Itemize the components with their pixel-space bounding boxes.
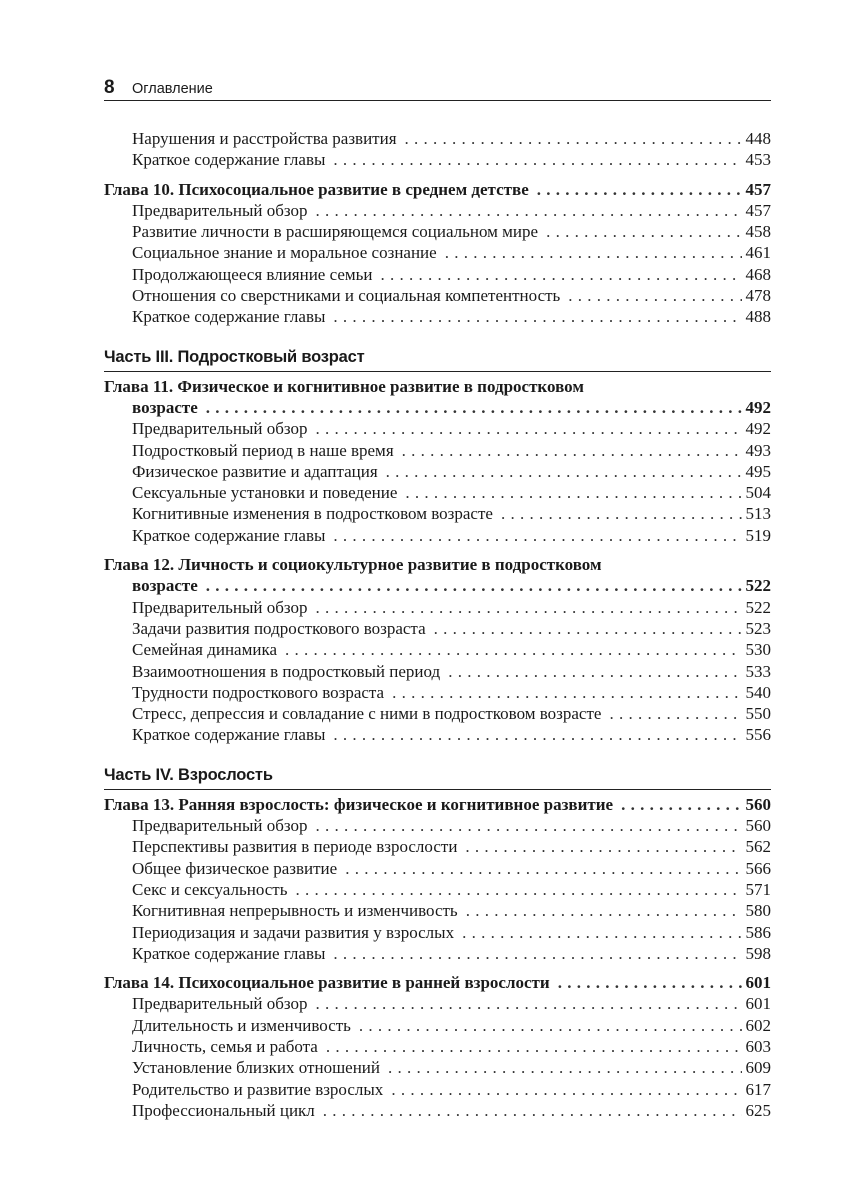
toc-entry[interactable]: Краткое содержание главы . . . 556 [104, 724, 771, 745]
toc-entry[interactable]: Нарушения и расстройства развития . . . 448 [104, 128, 771, 149]
part-title[interactable]: Часть IV. Взрослость [104, 764, 771, 790]
toc-entry[interactable]: Установление близких отношений . . . 609 [104, 1057, 771, 1078]
toc-entry[interactable]: Профессиональный цикл . . . 625 [104, 1100, 771, 1121]
toc-entry[interactable]: Когнитивные изменения в подростковом возрасте . . . 513 [104, 503, 771, 524]
toc-entry[interactable]: Предварительный обзор . . . 492 [104, 418, 771, 439]
running-title: Оглавление [132, 81, 213, 97]
chapter-entry[interactable]: Глава 13. Ранняя взрослость: физическое и когнитивное развитие . . . 560 [104, 794, 771, 815]
chapter-entry[interactable]: Глава 10. Психосоциальное развитие в среднем детстве . . . 457 [104, 179, 771, 200]
chapter-title-line[interactable]: Глава 12. Личность и социокультурное развитие в подростковом [104, 555, 602, 575]
toc-entry[interactable]: Сексуальные установки и поведение . . . 504 [104, 482, 771, 503]
toc-entry[interactable]: Физическое развитие и адаптация . . . 495 [104, 461, 771, 482]
toc-entry[interactable]: Подростковый период в наше время . . . 493 [104, 440, 771, 461]
toc-entry[interactable]: Когнитивная непрерывность и изменчивость . . . 580 [104, 900, 771, 921]
toc-entry[interactable]: Продолжающееся влияние семьи . . . 468 [104, 264, 771, 285]
toc-entry[interactable]: Предварительный обзор . . . 601 [104, 993, 771, 1014]
toc-entry[interactable]: Краткое содержание главы . . . 519 [104, 525, 771, 546]
part-title[interactable]: Часть III. Подростковый возраст [104, 346, 771, 372]
toc-entry[interactable]: Краткое содержание главы . . . 453 [104, 149, 771, 170]
toc-entry[interactable]: Предварительный обзор . . . 522 [104, 597, 771, 618]
toc-entry[interactable]: Трудности подросткового возраста . . . 540 [104, 682, 771, 703]
chapter-entry[interactable]: возрасте . . . 522 [104, 575, 771, 596]
toc-entry[interactable]: Периодизация и задачи развития у взрослых . . . 586 [104, 922, 771, 943]
toc-entry[interactable]: Предварительный обзор . . . 560 [104, 815, 771, 836]
chapter-entry[interactable]: возрасте . . . 492 [104, 397, 771, 418]
toc-entry[interactable]: Длительность и изменчивость . . . 602 [104, 1015, 771, 1036]
page-number: 8 [104, 77, 115, 98]
toc-entry[interactable]: Родительство и развитие взрослых . . . 617 [104, 1079, 771, 1100]
chapter-title-line[interactable]: Глава 11. Физическое и когнитивное развитие в подростковом [104, 376, 584, 396]
toc-entry[interactable]: Развитие личности в расширяющемся социальном мире . . . 458 [104, 221, 771, 242]
toc-entry[interactable]: Краткое содержание главы . . . 598 [104, 943, 771, 964]
toc-entry[interactable]: Общее физическое развитие . . . 566 [104, 858, 771, 879]
table-of-contents [104, 128, 771, 1121]
toc-entry[interactable]: Отношения со сверстниками и социальная компетентность . . . 478 [104, 285, 771, 306]
toc-entry[interactable]: Взаимоотношения в подростковый период . . . 533 [104, 661, 771, 682]
toc-entry[interactable]: Перспективы развития в периоде взрослости . . . 562 [104, 836, 771, 857]
chapter-entry[interactable]: Глава 14. Психосоциальное развитие в ранней взрослости . . . 601 [104, 972, 771, 993]
toc-entry[interactable]: Секс и сексуальность . . . 571 [104, 879, 771, 900]
toc-entry[interactable]: Личность, семья и работа . . . 603 [104, 1036, 771, 1057]
page-header [104, 76, 771, 101]
toc-entry[interactable]: Задачи развития подросткового возраста . . . 523 [104, 618, 771, 639]
toc-entry[interactable]: Семейная динамика . . . 530 [104, 639, 771, 660]
toc-entry[interactable]: Предварительный обзор . . . 457 [104, 200, 771, 221]
toc-entry[interactable]: Социальное знание и моральное сознание . . . 461 [104, 242, 771, 263]
toc-entry[interactable]: Краткое содержание главы . . . 488 [104, 306, 771, 327]
toc-entry[interactable]: Стресс, депрессия и совладание с ними в подростковом возрасте . . . 550 [104, 703, 771, 724]
